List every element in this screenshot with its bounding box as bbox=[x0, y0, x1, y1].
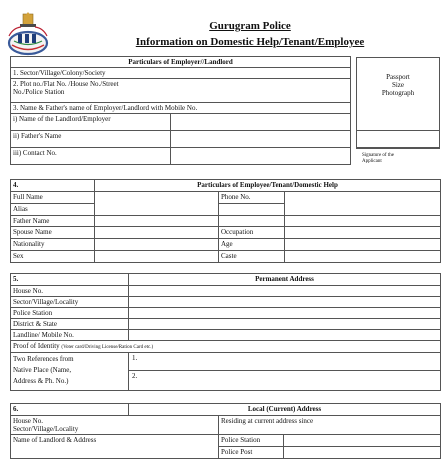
local-section-heading: Local (Current) Address bbox=[129, 404, 441, 416]
contact-no-field[interactable] bbox=[171, 148, 351, 165]
spouse-label: Spouse Name bbox=[11, 227, 95, 239]
reference-2[interactable]: 2. bbox=[132, 371, 138, 380]
full-name-field[interactable] bbox=[95, 192, 219, 216]
signature-box[interactable] bbox=[356, 130, 440, 148]
perm-sector-field[interactable] bbox=[129, 297, 441, 308]
landlord-name-field[interactable] bbox=[171, 114, 351, 131]
local-police-station-field[interactable] bbox=[284, 435, 441, 447]
employer-section-heading: Particulars of Employer//Landlord bbox=[11, 57, 351, 68]
landlord-name-label: i) Name of the Landlord/Employer bbox=[11, 114, 171, 131]
local-address-section bbox=[10, 403, 440, 457]
employer-name-row: 3. Name & Father's name of Employer/Landlord with Mobile No. bbox=[11, 103, 351, 114]
perm-district-label: District & State bbox=[11, 319, 129, 330]
page-title: Gurugram Police bbox=[209, 20, 291, 32]
signature-caption: Signature of the Applicant bbox=[362, 153, 394, 164]
occupation-label: Occupation bbox=[219, 227, 285, 239]
phone-label-blank bbox=[219, 204, 285, 216]
perm-police-station-field[interactable] bbox=[129, 308, 441, 319]
age-label: Age bbox=[219, 239, 285, 251]
employee-section-heading: Particulars of Employee/Tenant/Domestic Help bbox=[95, 180, 441, 192]
proof-of-identity-row[interactable]: Proof of Identity (Voter card/Driving License/Ration Card etc.) bbox=[11, 341, 441, 353]
reference-1[interactable]: 1. bbox=[129, 353, 440, 371]
local-police-post-label: Police Post bbox=[219, 447, 284, 459]
caste-label: Caste bbox=[219, 251, 285, 263]
perm-landline-field[interactable] bbox=[129, 330, 441, 341]
local-police-post-field[interactable] bbox=[284, 447, 441, 459]
local-section-number: 6. bbox=[11, 404, 129, 416]
local-house-cell[interactable]: House No. Sector/Village/Locality bbox=[11, 416, 219, 435]
residing-since-cell[interactable]: Residing at current address since bbox=[219, 416, 441, 435]
father-blank-field bbox=[285, 216, 441, 227]
nationality-label: Nationality bbox=[11, 239, 95, 251]
occupation-field[interactable] bbox=[285, 227, 441, 239]
employee-section-number: 4. bbox=[11, 180, 95, 192]
nationality-field[interactable] bbox=[95, 239, 219, 251]
perm-district-field[interactable] bbox=[129, 319, 441, 330]
father-name-field[interactable] bbox=[171, 131, 351, 148]
references-field[interactable] bbox=[129, 352, 441, 390]
employer-sector-field[interactable]: 1. Sector/Village/Colony/Society bbox=[11, 68, 351, 79]
local-police-station-label: Police Station bbox=[219, 435, 284, 447]
employee-father-label: Father Name bbox=[11, 216, 95, 227]
perm-police-station-label: Police Station bbox=[11, 308, 129, 319]
full-name-label: Full Name bbox=[11, 192, 95, 204]
spouse-field[interactable] bbox=[95, 227, 219, 239]
permanent-address-section bbox=[10, 273, 440, 388]
permanent-section-heading: Permanent Address bbox=[129, 274, 441, 286]
landlord-address-cell[interactable]: Name of Landlord & Address bbox=[11, 435, 219, 459]
perm-house-label: House No. bbox=[11, 286, 129, 297]
perm-sector-label: Sector/Village/Locality bbox=[11, 297, 129, 308]
employee-father-field[interactable] bbox=[95, 216, 219, 227]
sex-label: Sex bbox=[11, 251, 95, 263]
father-blank-cell bbox=[219, 216, 285, 227]
passport-photo-box[interactable]: Passport Size Photograph bbox=[356, 57, 440, 149]
references-label: Two References from Native Place (Name, Address & Ph. No.) bbox=[11, 352, 129, 390]
page-subtitle: Information on Domestic Help/Tenant/Employee bbox=[135, 36, 365, 48]
police-emblem-logo bbox=[4, 12, 56, 56]
caste-field[interactable] bbox=[285, 251, 441, 263]
perm-house-field[interactable] bbox=[129, 286, 441, 297]
father-name-label: ii) Father's Name bbox=[11, 131, 171, 148]
employer-plot-field[interactable]: 2. Plot no./Flat No. /House No./Street No./Police Station bbox=[11, 79, 351, 103]
age-field[interactable] bbox=[285, 239, 441, 251]
employer-section bbox=[10, 56, 350, 164]
contact-no-label: iii) Contact No. bbox=[11, 148, 171, 165]
phone-label: Phone No. bbox=[219, 192, 285, 204]
sex-field[interactable] bbox=[95, 251, 219, 263]
employee-section bbox=[10, 179, 440, 261]
phone-field[interactable] bbox=[285, 192, 441, 216]
permanent-section-number: 5. bbox=[11, 274, 129, 286]
alias-label: Alias bbox=[11, 204, 95, 216]
perm-landline-label: Landline/ Mobile No. bbox=[11, 330, 129, 341]
